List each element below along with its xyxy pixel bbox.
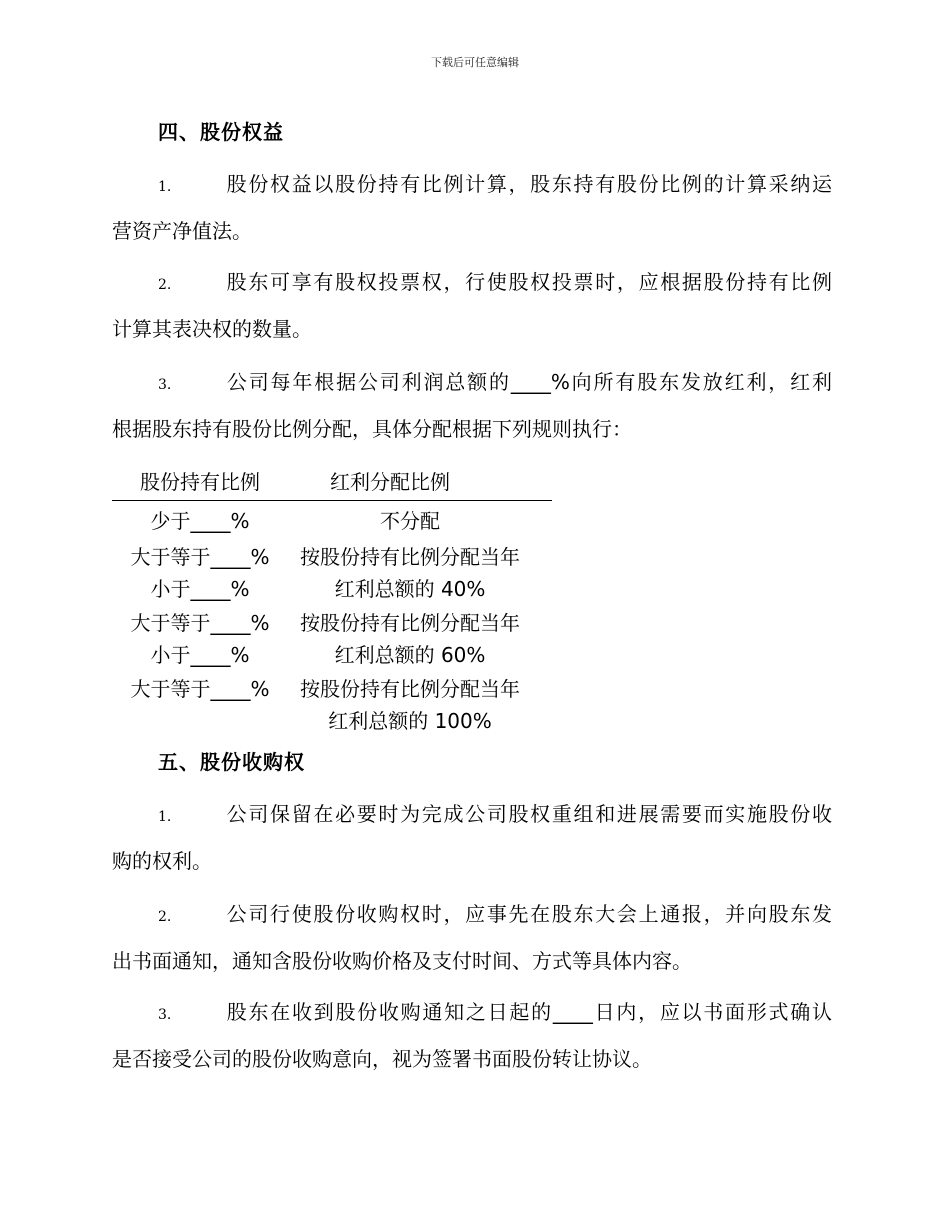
section-4-item-1 — [112, 162, 832, 253]
dividend-table — [112, 466, 552, 739]
dividend-line: 不分配 — [380, 509, 440, 533]
section-5-heading: 五、股份收购权 — [158, 750, 305, 774]
section-4-heading: 四、股份权益 — [158, 120, 284, 144]
dividend-cell — [288, 607, 552, 673]
dividend-line: 红利总额的 40% — [334, 577, 486, 601]
item-number: 2. — [158, 909, 172, 925]
item-text-line1: 公司行使股份收购权时，应事先在股东大会上通报，并向股东发 — [225, 902, 832, 926]
item-number: 1. — [158, 809, 172, 825]
ratio-line: 小于____% — [150, 643, 250, 667]
table-row — [112, 673, 552, 739]
table-row — [112, 607, 552, 673]
item-text-line2: 营资产净值法。 — [112, 219, 252, 243]
ratio-line: 大于等于____% — [130, 545, 270, 569]
dividend-line: 按股份持有比例分配当年 — [300, 677, 520, 701]
dividend-line: 按股份持有比例分配当年 — [300, 545, 520, 569]
item-number: 3. — [158, 1007, 172, 1023]
ratio-line: 大于等于____% — [130, 611, 270, 635]
section-5-item-3 — [112, 990, 832, 1081]
item-number: 1. — [158, 179, 172, 195]
item-text-line1: 公司每年根据公司利润总额的____%向所有股东发放红利，红利 — [225, 370, 832, 394]
dividend-cell — [288, 673, 552, 739]
ratio-line: 少于____% — [150, 509, 250, 533]
dividend-line: 按股份持有比例分配当年 — [300, 611, 520, 635]
ratio-line: 大于等于____% — [130, 677, 270, 701]
section-4-item-3 — [112, 360, 832, 451]
dividend-cell — [288, 505, 552, 541]
section-4-item-2 — [112, 260, 832, 351]
item-text-line2: 计算其表决权的数量。 — [112, 317, 312, 341]
table-row — [112, 505, 552, 541]
section-5-item-1 — [112, 792, 832, 883]
item-text-line2: 根据股东持有股份比例分配，具体分配根据下列规则执行： — [112, 417, 632, 441]
ratio-cell — [112, 607, 288, 673]
item-text-line1: 公司保留在必要时为完成公司股权重组和进展需要而实施股份收 — [225, 802, 832, 826]
ratio-cell — [112, 673, 288, 739]
header-dividend-ratio: 红利分配比例 — [330, 470, 450, 494]
item-text-line2: 购的权利。 — [112, 849, 212, 873]
dividend-cell — [288, 541, 552, 607]
ratio-line: 小于____% — [150, 577, 250, 601]
item-text-line1: 股份权益以股份持有比例计算，股东持有股份比例的计算采纳运 — [225, 172, 832, 196]
dividend-line: 红利总额的 100% — [328, 709, 492, 733]
table-row — [112, 541, 552, 607]
dividend-line: 红利总额的 60% — [334, 643, 486, 667]
page-header-note: 下载后可任意编辑 — [431, 56, 519, 69]
item-text-line1: 股东在收到股份收购通知之日起的____日内，应以书面形式确认 — [225, 1000, 832, 1024]
section-5-item-2 — [112, 892, 832, 983]
item-text-line2: 出书面通知，通知含股份收购价格及支付时间、方式等具体内容。 — [112, 949, 692, 973]
ratio-cell — [112, 505, 288, 541]
item-text-line2: 是否接受公司的股份收购意向，视为签署书面股份转让协议。 — [112, 1047, 652, 1071]
table-header-row — [112, 466, 552, 501]
header-share-ratio: 股份持有比例 — [140, 470, 260, 494]
item-number: 2. — [158, 277, 172, 293]
item-text-line1: 股东可享有股权投票权，行使股权投票时，应根据股份持有比例 — [225, 270, 832, 294]
item-number: 3. — [158, 377, 172, 393]
ratio-cell — [112, 541, 288, 607]
